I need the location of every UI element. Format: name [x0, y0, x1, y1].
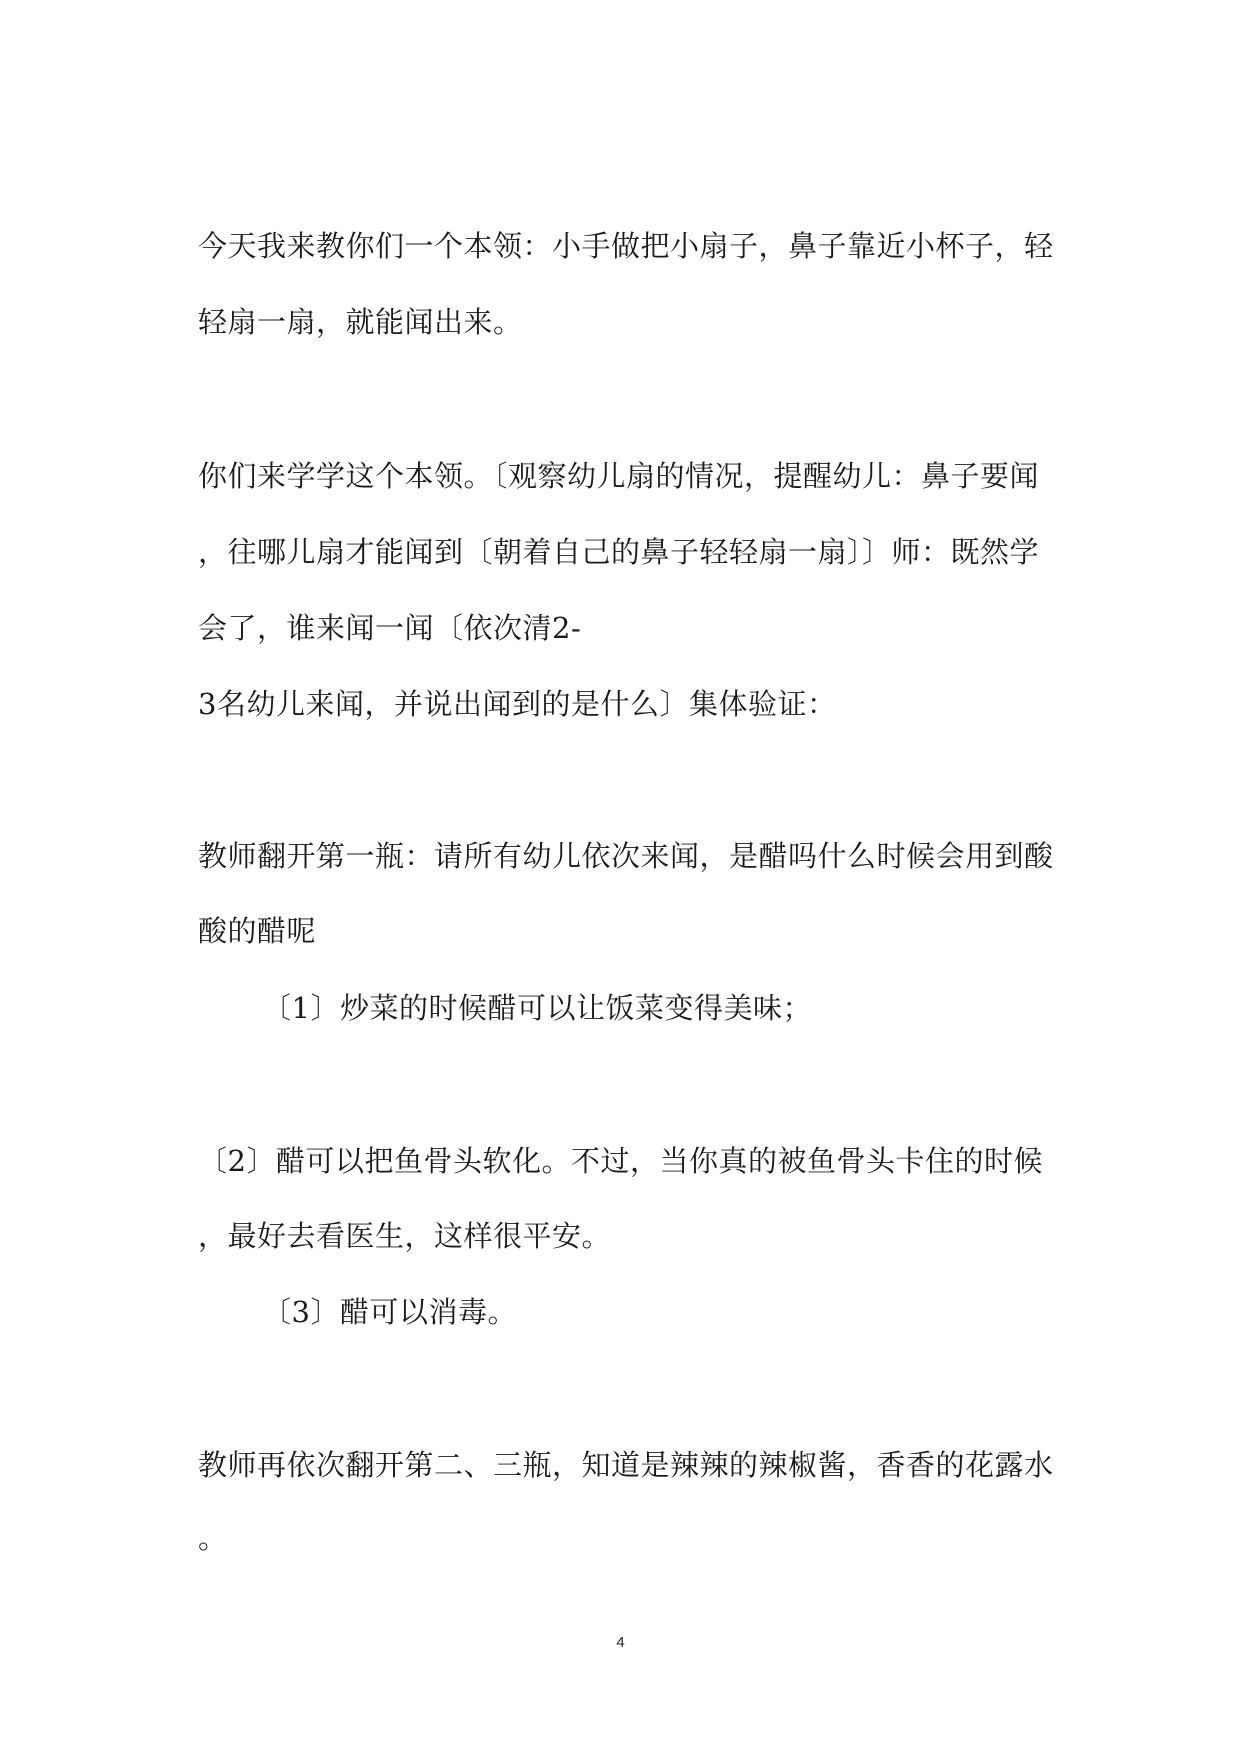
- paragraph-1-line-2: 轻扇一扇，就能闻出来。: [198, 305, 523, 339]
- paragraph-3-line-1: 教师翻开第一瓶：请所有幼儿依次来闻，是醋吗什么时候会用到酸: [198, 839, 1054, 873]
- paragraph-2-line-2: ，往哪儿扇才能闻到〔朝着自己的鼻子轻轻扇一扇〕〕师：既然学: [198, 535, 1040, 569]
- list-item-2-line-2: ，最好去看医生，这样很平安。: [198, 1219, 612, 1253]
- paragraph-3-line-2: 酸的醋呢: [198, 914, 317, 948]
- paragraph-2-line-1: 你们来学学这个本领。〔观察幼儿扇的情况，提醒幼儿：鼻子要闻: [198, 459, 1040, 493]
- paragraph-2-line-3: 会了，谁来闻一闻〔依次清2-: [198, 611, 582, 645]
- paragraph-2-line-4: 3名幼儿来闻，并说出闻到的是什么〕集体验证：: [198, 687, 837, 721]
- paragraph-7-line-2: 。: [198, 1521, 228, 1555]
- list-item-2-line-1: 〔2〕醋可以把鱼骨头软化。不过，当你真的被鱼骨头卡住的时候: [198, 1144, 1043, 1178]
- list-item-3: 〔3〕醋可以消毒。: [262, 1295, 517, 1329]
- page-number: 4: [616, 1634, 625, 1651]
- paragraph-1-line-1: 今天我来教你们一个本领：小手做把小扇子，鼻子靠近小杯子，轻: [198, 229, 1054, 263]
- paragraph-7-line-1: 教师再依次翻开第二、三瓶，知道是辣辣的辣椒酱，香香的花露水: [198, 1448, 1054, 1482]
- list-item-1: 〔1〕炒菜的时候醋可以让饭菜变得美味；: [262, 991, 812, 1025]
